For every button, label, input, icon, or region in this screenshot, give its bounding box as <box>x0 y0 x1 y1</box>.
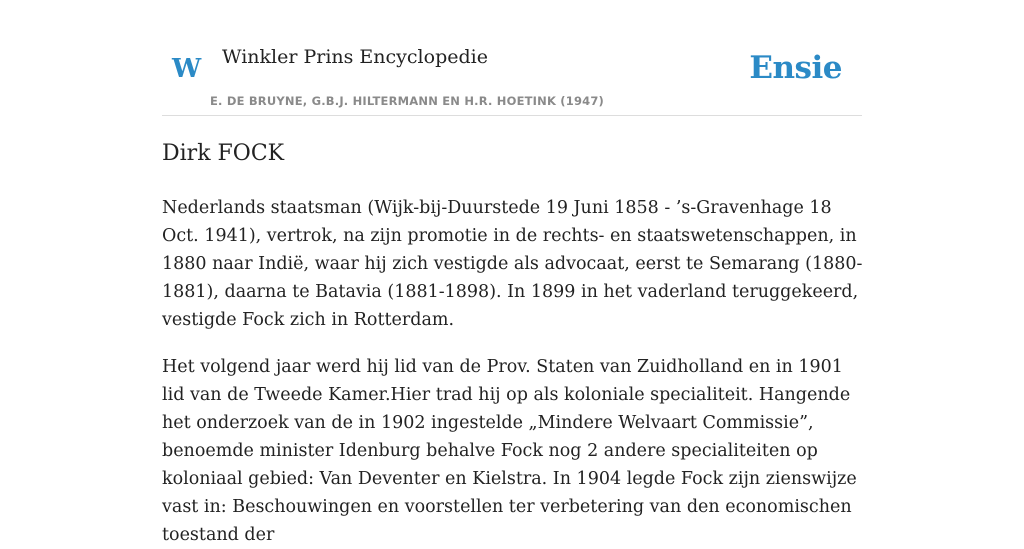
ensie-logo[interactable]: Ensie <box>749 50 842 86</box>
article-paragraph: Het volgend jaar werd hij lid van de Prov. Staten van Zuidholland en in 1901 lid van de Tweede Kamer.Hier trad hij op als koloniale specialiteit. Hangende het onderzoek van de in 1902 ingestelde „Mindere Welvaart Commissie”, benoemde minister Idenburg behalve Fock nog 2 andere specialiteiten op koloniaal gebied: Van Deventer en Kielstra. In 1904 legde Fock zijn zienswijze vast in: Beschouwingen en voorstellen ter verbetering van den economischen toestand der <box>162 357 857 545</box>
book-authors: E. DE BRUYNE, G.B.J. HILTERMANN EN H.R. HOETINK (1947) <box>210 94 605 108</box>
site-header <box>162 40 862 116</box>
article-title: Dirk FOCK <box>162 141 285 166</box>
article <box>162 136 866 549</box>
book-title[interactable]: Winkler Prins Encyclopedie <box>222 46 488 68</box>
article-paragraph: Nederlands staatsman (Wijk-bij-Duurstede 19 Juni 1858 - ’s-Gravenhage 18 Oct. 1941), vertrok, na zijn promotie in de rechts- en staatswetenschappen, in 1880 naar Indië, waar hij zich vestigde als advocaat, eerst te Semarang (1880-1881), daarna te Batavia (1881-1898). In 1899 in het vaderland teruggekeerd, vestigde Fock zich in Rotterdam. <box>162 198 863 330</box>
winkler-prins-logo[interactable]: W <box>172 54 202 84</box>
